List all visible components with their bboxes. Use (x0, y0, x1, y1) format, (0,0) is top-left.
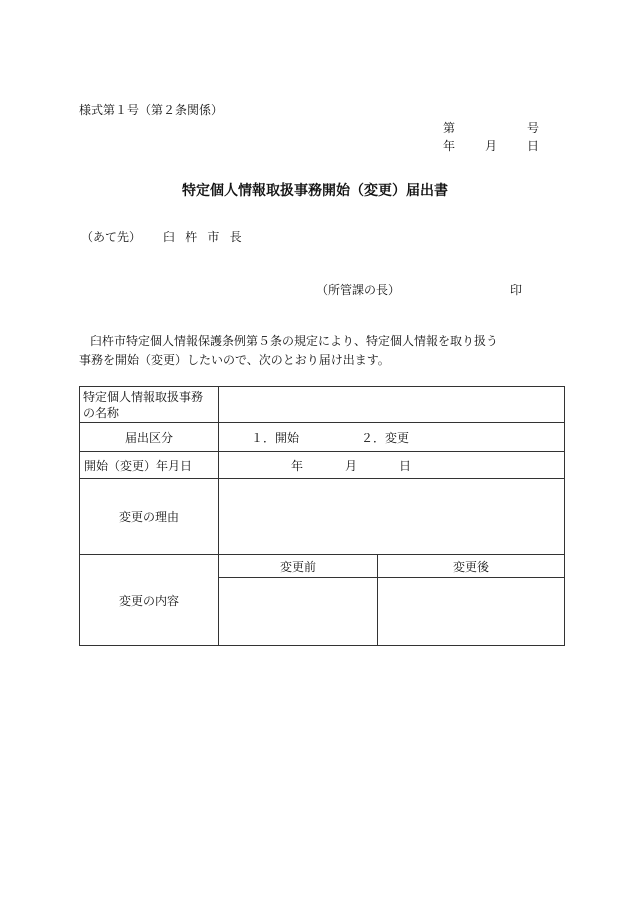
ymd-month: 月 (345, 458, 358, 473)
body-line-1: 臼杵市特定個人情報保護条例第５条の規定により、特定個人情報を取り扱う (90, 334, 499, 348)
after-value-field[interactable] (378, 578, 565, 646)
department-head: （所管課の長） (316, 283, 401, 297)
number-suffix: 号 (526, 121, 539, 135)
date-label-cell: 開始（変更）年月日 (80, 452, 219, 479)
notification-form-table (79, 386, 565, 646)
addressee-label: （あて先） (81, 230, 142, 244)
reason-value-field[interactable] (219, 479, 565, 555)
after-header: 変更後 (378, 555, 565, 578)
seal-mark: 印 (510, 283, 523, 297)
table-row (80, 555, 565, 578)
name-value-field[interactable] (219, 387, 565, 423)
date-year: 年 (443, 139, 456, 153)
table-row (80, 387, 565, 423)
name-label-cell: 特定個人情報取扱事務の名称 (80, 387, 219, 423)
addressee-mayor: 臼杵市長 (163, 230, 252, 244)
body-line-2: 事務を開始（変更）したいので、次のとおり届け出ます。 (79, 353, 390, 367)
type-label-cell: 届出区分 (80, 423, 219, 452)
document-number-line (443, 119, 539, 136)
option-start[interactable]: １．開始 (251, 430, 300, 445)
date-value-field[interactable] (219, 452, 565, 479)
document-title: 特定個人情報取扱事務開始（変更）届出書 (182, 183, 448, 199)
table-row (80, 479, 565, 555)
reason-label-cell: 変更の理由 (80, 479, 219, 555)
date-month: 月 (484, 139, 497, 153)
date-ymd (291, 457, 411, 474)
before-value-field[interactable] (219, 578, 378, 646)
document-date-line (443, 137, 539, 154)
form-number: 様式第１号（第２条関係） (79, 103, 224, 117)
table-row (80, 423, 565, 452)
ymd-year: 年 (291, 458, 304, 473)
type-options-cell (219, 423, 565, 452)
addressee (81, 228, 252, 245)
option-change[interactable]: ２．変更 (361, 430, 410, 445)
date-day: 日 (526, 139, 539, 153)
body-text (79, 332, 565, 370)
content-label-cell: 変更の内容 (80, 555, 219, 646)
table-row (80, 452, 565, 479)
number-prefix: 第 (443, 121, 456, 135)
before-header: 変更前 (219, 555, 378, 578)
ymd-day: 日 (399, 458, 412, 473)
